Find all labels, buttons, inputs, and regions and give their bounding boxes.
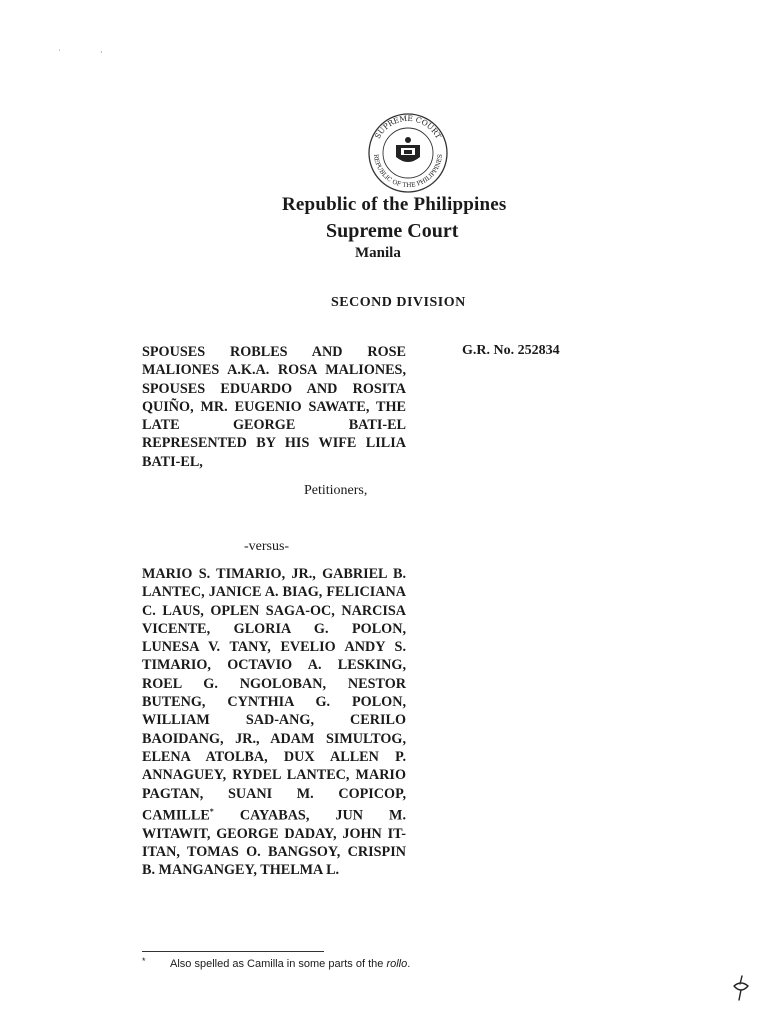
division-heading: SECOND DIVISION bbox=[331, 295, 466, 310]
footnote-text-end: . bbox=[407, 958, 411, 970]
respondents-names-part1: MARIO S. TIMARIO, JR., GABRIEL B. LANTEC, JANICE A. BIAG, FELICIANA C. LAUS, OPLEN SAGA-OC, NARCISA VICENTE, GLORIA G. POLON, LUNESA V. TANY, EVELIO ANDY S. TIMARIO, OCTAVIO A. LESKING, ROEL G. NGOLOBAN, NESTOR BUTENG, CYNTHIA G. POLON, WILLIAM SAD-ANG, CERILO BAOIDANG, JR., ADAM SIMULTOG, ELENA ATOLBA, DUX ALLEN P. ANNAGUEY, RYDEL LANTEC, MARIO PAGTAN, SUANI M. COPICOP, CAMILLE bbox=[142, 566, 406, 824]
handwritten-initial-icon bbox=[730, 974, 752, 1002]
petitioners-role: Petitioners, bbox=[304, 483, 368, 498]
footnote-text bbox=[170, 958, 410, 970]
case-number: G.R. No. 252834 bbox=[462, 343, 560, 358]
respondents-names-part2: CAYABAS, JUN M. WITAWIT, GEORGE DADAY, JOHN IT-ITAN, TOMAS O. BANGSOY, CRISPIN B. MANGANGEY, THELMA L. bbox=[142, 807, 406, 879]
versus-label: -versus- bbox=[244, 539, 290, 554]
scan-speck: · bbox=[100, 48, 103, 57]
footnote-text-main: Also spelled as Camilla in some parts of the bbox=[170, 958, 387, 970]
city-heading: Manila bbox=[355, 245, 401, 261]
seal-bottom-text: REPUBLIC OF THE PHILIPPINES bbox=[371, 153, 445, 190]
footnote-mark: * bbox=[142, 956, 146, 966]
petitioners-names: SPOUSES ROBLES AND ROSE MALIONES A.K.A. ROSA MALIONES, SPOUSES EDUARDO AND ROSITA QUIÑO, MR. EUGENIO SAWATE, THE LATE GEORGE BATI-EL REPRESENTED BY HIS WIFE LILIA BATI-EL, bbox=[142, 344, 406, 470]
court-heading: Supreme Court bbox=[326, 220, 459, 242]
footnote-divider bbox=[142, 951, 324, 952]
court-seal-icon bbox=[366, 113, 450, 193]
republic-heading: Republic of the Philippines bbox=[282, 194, 507, 215]
svg-text:SUPREME COURT bbox=[373, 114, 443, 140]
footnote-italic: rollo bbox=[386, 958, 408, 970]
seal-top-text: SUPREME COURT bbox=[372, 113, 444, 141]
scan-speck: ˙ bbox=[58, 48, 61, 57]
footnote bbox=[142, 958, 410, 970]
footnote-reference: * bbox=[209, 806, 214, 816]
respondents-names bbox=[142, 565, 406, 880]
